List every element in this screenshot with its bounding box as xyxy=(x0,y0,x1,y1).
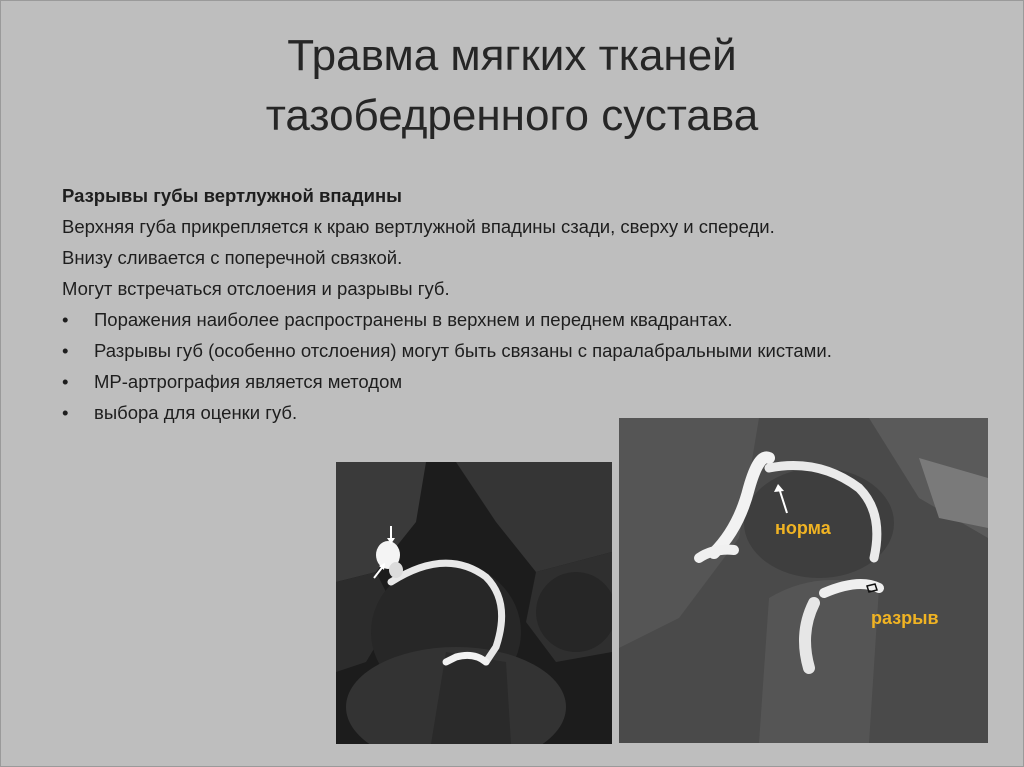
mri-image-left xyxy=(336,462,612,744)
bullet-text: Разрывы губ (особенно отслоения) могут быть связаны с паралабральными кистами. xyxy=(94,340,832,361)
bullet-item xyxy=(62,335,934,366)
title-line-1: Травма мягких тканей xyxy=(287,31,737,80)
mri-image-right xyxy=(619,418,988,743)
label-tear: разрыв xyxy=(871,608,939,628)
paragraph-1: Верхняя губа прикрепляется к краю вертлужной впадины сзади, сверху и спереди. xyxy=(62,216,775,237)
bullet-text: МР-артрография является методом xyxy=(94,371,403,392)
slide-title xyxy=(0,26,1024,146)
title-line-2: тазобедренного сустава xyxy=(265,91,759,140)
section-heading: Разрывы губы вертлужной впадины xyxy=(62,185,402,206)
bullet-item xyxy=(62,366,992,397)
slide-body xyxy=(62,180,992,428)
bullet-marker: • xyxy=(62,340,69,361)
bullet-text: Поражения наиболее распространены в верхнем и переднем квадрантах. xyxy=(94,309,733,330)
bullet-marker: • xyxy=(62,371,69,392)
paragraph-2: Внизу сливается с поперечной связкой. xyxy=(62,247,403,268)
label-normal: норма xyxy=(775,518,831,538)
bullet-marker: • xyxy=(62,309,69,330)
bullet-text: выбора для оценки губ. xyxy=(94,402,298,423)
paragraph-3: Могут встречаться отслоения и разрывы губ. xyxy=(62,278,450,299)
bullet-marker: • xyxy=(62,402,69,423)
bullet-list xyxy=(62,304,992,428)
bullet-item xyxy=(62,304,934,335)
